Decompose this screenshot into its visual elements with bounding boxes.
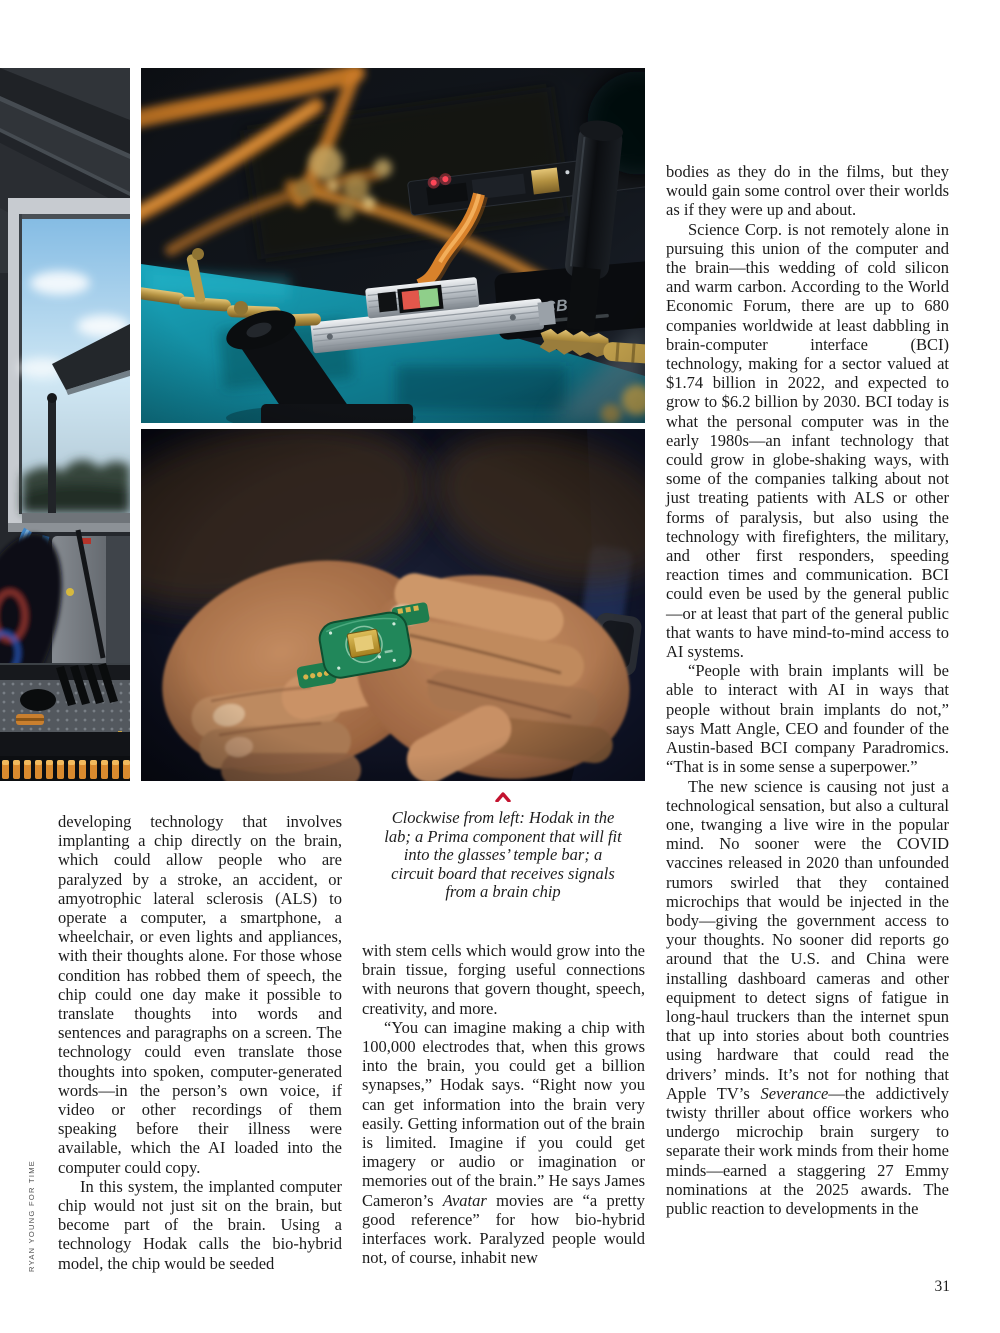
page-number: 31 <box>934 1278 950 1295</box>
caret-up-icon <box>495 792 511 802</box>
article-column-middle: with stem cells which would grow into the brain tissue, forging useful connections with neurons that govern thought, speech, creativity, and more. “You can imagine making a chip with 100,000 electrodes that, when this grows into the brain, you could get a billion synapses,” Hodak says. “Right now you can get information into the brain very easily. Getting information out of the brain is limited. Imagine if you could get imagery or audio or imagination or memories out of the brain.” He says James Cameron’s Avatar movies are “a pretty good reference” for how bio-hybrid interfaces work. Paralyzed people would not, of course, inhabit new <box>362 941 645 1268</box>
article-column-left: developing technology that involves implanting a chip directly on the brain, which could allow people who are paralyzed by a stroke, an accident, or amyotrophic lateral sclerosis (ALS) to operate a computer, a smartphone, a wheelchair, or even lights and appliances, with their thoughts alone. For those whose condition has robbed them of speech, the chip could one day make it possible to translate thoughts into words and sentences and paragraphs on a screen. The technology could even translate those thoughts into spoken, computer-generated words—in the person’s own voice, if video or other recordings of them speaking before their illness were available, which the AI loaded into the computer could copy. In this system, the implanted computer chip would not just sit on the brain, but become part of the brain. Using a technology Hodak calls the bio-hybrid model, the chip would be seeded <box>58 812 342 1273</box>
photo-lab <box>0 68 130 781</box>
article-column-right: bodies as they do in the films, but they would gain some control over their worlds as if they were up and about. Science Corp. is not remotely alone in pursuing this union of the computer and the brain—this wedding of cold silicon and warm carbon. According to the World Economic Forum, there are up to 680 companies worldwide at least dabbling in brain-computer interface (BCI) technology, making for a sector valued at $1.74 billion in 2022, and expected to grow to $6.2 billion by 2030. BCI today is what the personal computer was in the early 1980s—an infant technology that could grow in globe-shaking ways, with some of the companies talking about not just treating patients with ALS or other forms of paralysis, but also using the technology with firefighters, the military, and other first responders, speeding reaction times and communication. BCI could even be used by the general public—or at least that part of the general public that wants to have mind-to-mind access to AI systems. “People with brain implants will be able to interact with AI in ways that people without brain implants do not,” says Matt Angle, CEO and founder of the Austin-based BCI company Paradromics. “That is in some sense a superpower.” The new science is causing not just a technological sensation, but also a cultural one, twanging a live wire in the popular mind. No sooner were the COVID vaccines released in 2020 than unfounded rumors swirled that they contained microchips that would be injected in the body—giving the government access to your thoughts. No sooner did reports go around that the U.S. and China were installing dashboard cameras and other equipment to detect signs of fatigue in long-haul truckers than the internet spun that up into stories about both countries using hardware that could read the drivers’ minds. It’s not for nothing that Apple TV’s Severance—the addictively twisty thriller about office workers who undergo microchip brain surgery to separate their work minds from their home minds—earned a staggering 27 Emmy nominations at the 2025 awards. The public reaction to developments in the <box>666 162 949 1218</box>
photo-caption <box>383 792 623 902</box>
photo-circuit-board <box>141 429 645 781</box>
caption-text: Clockwise from left: Hodak in the lab; a Prima component that will fit into the glasses’ temple bar; a circuit board that receives signals from a brain chip <box>384 808 622 902</box>
photo-prima-component <box>141 68 645 423</box>
photo-credit: RYAN YOUNG FOR TIME <box>27 1159 36 1272</box>
